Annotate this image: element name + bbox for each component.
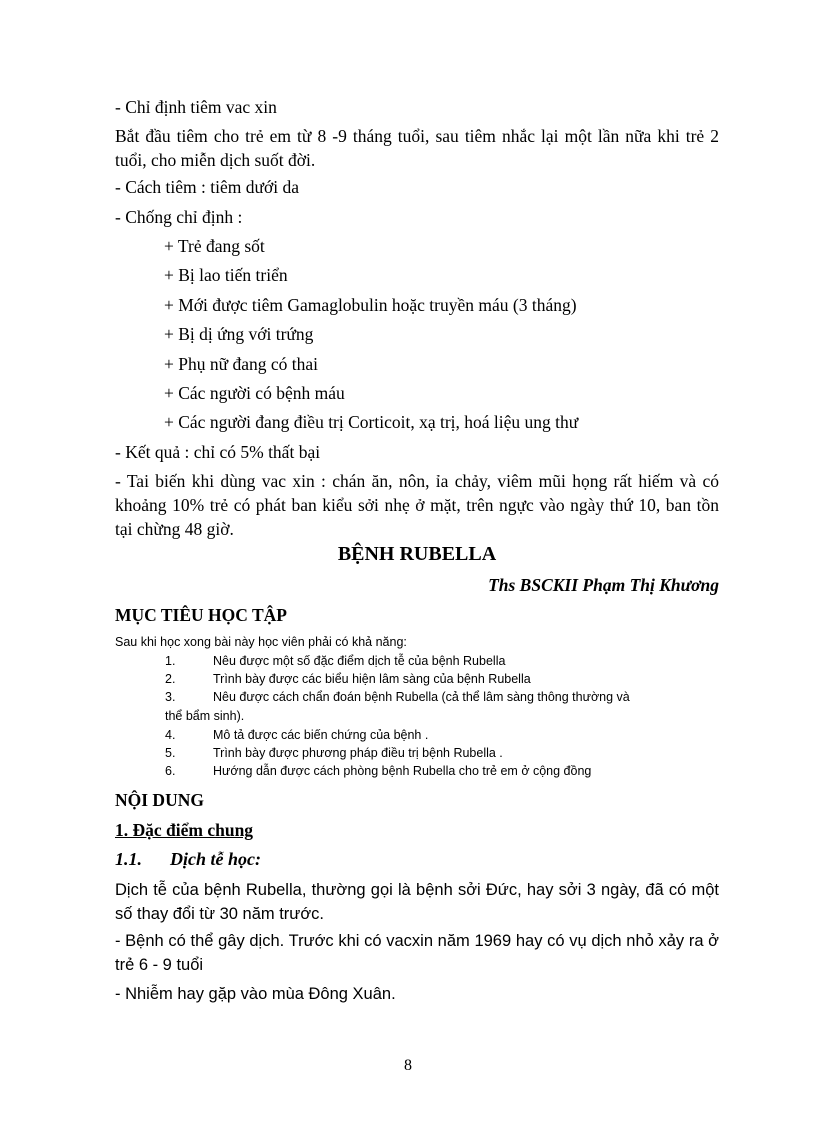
vaccine-result: - Kết quả : chỉ có 5% thất bại — [115, 442, 321, 462]
objective-text: Trình bày được phương pháp điều trị bệnh Rubella . — [213, 746, 503, 760]
objective-text-continuation: thể bẩm sinh). — [165, 709, 245, 723]
objective-text: Trình bày được các biểu hiện lâm sàng của bệnh Rubella — [213, 672, 531, 686]
objective-text: Nêu được một số đặc điểm dịch tễ của bệnh Rubella — [213, 654, 506, 668]
contraindication-item: + Phụ nữ đang có thai — [164, 354, 318, 374]
contraindication-item: + Các người đang điều trị Corticoit, xạ trị, hoá liệu ung thư — [164, 412, 579, 432]
contraindication-item: + Bị lao tiến triển — [164, 265, 288, 285]
contraindication-item: + Bị dị ứng với trứng — [164, 324, 314, 344]
subsection-number: 1.1. — [115, 849, 142, 869]
section-heading: 1. Đặc điểm chung — [115, 820, 254, 840]
objective-number: 5. — [165, 746, 176, 760]
objective-number: 4. — [165, 728, 176, 742]
contraindication-heading: - Chống chỉ định : — [115, 207, 243, 227]
epidemiology-paragraph: Dịch tễ của bệnh Rubella, thường gọi là bệnh sởi Đức, hay sởi 3 ngày, đã có một số thay đổi từ 30 năm trước. — [115, 881, 719, 923]
page-number: 8 — [404, 1057, 412, 1074]
objectives-heading: MỤC TIÊU HỌC TẬP — [115, 605, 287, 625]
objective-number: 2. — [165, 672, 176, 686]
objective-number: 6. — [165, 764, 176, 778]
objective-number: 1. — [165, 654, 176, 668]
contraindication-item: + Mới được tiêm Gamaglobulin hoặc truyền máu (3 tháng) — [164, 295, 577, 315]
article-title: BỆNH RUBELLA — [337, 543, 497, 565]
objectives-intro: Sau khi học xong bài này học viên phải có khả năng: — [115, 635, 407, 649]
article-author: Ths BSCKII Phạm Thị Khương — [488, 575, 719, 595]
vaccine-indication-text: Bắt đầu tiêm cho trẻ em từ 8 -9 tháng tuổi, sau tiêm nhắc lại một lần nữa khi trẻ 2 tuổi, cho miễn dịch suốt đời. — [115, 126, 719, 170]
content-heading: NỘI DUNG — [115, 790, 204, 810]
objective-number: 3. — [165, 690, 176, 704]
objective-text: Hướng dẫn được cách phòng bệnh Rubella cho trẻ em ở cộng đồng — [213, 764, 592, 778]
subsection-title: Dịch tễ học: — [170, 849, 261, 869]
vaccine-indication-heading: - Chỉ định tiêm vac xin — [115, 97, 277, 117]
contraindication-item: + Các người có bệnh máu — [164, 383, 345, 403]
season-paragraph: - Nhiễm hay gặp vào mùa Đông Xuân. — [115, 985, 396, 1003]
epidemic-paragraph: - Bệnh có thể gây dịch. Trước khi có vacxin năm 1969 hay có vụ dịch nhỏ xảy ra ở trẻ 6 - 9 tuổi — [115, 932, 719, 974]
objective-text: Nêu được cách chẩn đoán bệnh Rubella (cả thể lâm sàng thông thường và — [213, 690, 630, 704]
objective-text: Mô tả được các biến chứng của bệnh . — [213, 728, 429, 742]
contraindication-item: + Trẻ đang sốt — [164, 236, 265, 256]
injection-method: - Cách tiêm : tiêm dưới da — [115, 177, 299, 197]
vaccine-complications: - Tai biến khi dùng vac xin : chán ăn, nôn, ỉa chảy, viêm mũi họng rất hiếm và có khoảng 10% trẻ có phát ban kiểu sởi nhẹ ở mặt, trên ngực vào ngày thứ 10, ban tồn tại chừng 48 giờ. — [115, 471, 719, 539]
